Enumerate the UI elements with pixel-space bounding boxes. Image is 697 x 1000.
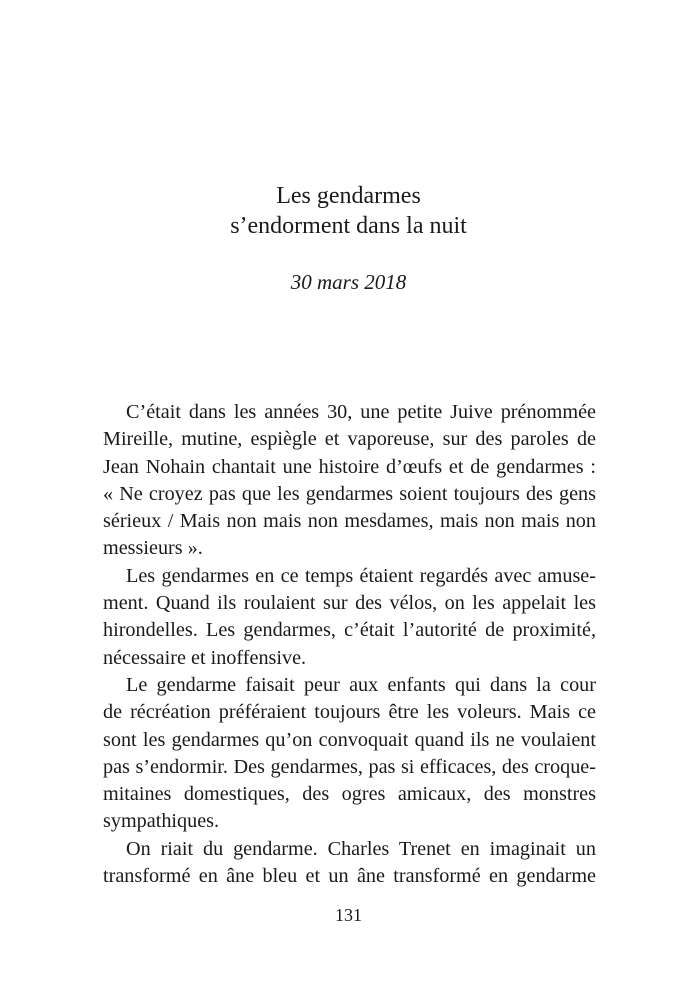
text-line: de récréation préféraient toujours être les voleurs. Mais ce <box>103 701 596 724</box>
body-text <box>103 399 596 890</box>
chapter-date: 30 mars 2018 <box>290 270 407 294</box>
text-line: transformé en âne bleu et un âne transformé en gendarme <box>103 865 596 888</box>
text-line: Le gendarme faisait peur aux enfants qui dans la cour <box>126 673 596 696</box>
text-line: Les gendarmes en ce temps étaient regardés avec amuse- <box>126 564 596 587</box>
page-number: 131 <box>335 905 362 925</box>
text-line: pas s’endormir. Des gendarmes, pas si efficaces, des croque- <box>103 755 596 778</box>
text-line: nécessaire et inoffensive. <box>103 646 307 669</box>
text-line: sérieux / Mais non mais non mesdames, mais non mais non <box>103 510 596 533</box>
paragraph <box>103 399 596 563</box>
text-line: sont les gendarmes qu’on convoquait quand ils ne voulaient <box>103 728 596 751</box>
text-line: Jean Nohain chantait une histoire d’œufs et de gendarmes : <box>103 455 596 478</box>
text-line: messieurs ». <box>103 537 203 560</box>
paragraph <box>103 836 596 891</box>
text-line: Mireille, mutine, espiègle et vaporeuse, sur des paroles de <box>103 428 596 451</box>
paragraph <box>103 563 596 672</box>
text-line: « Ne croyez pas que les gendarmes soient toujours des gens <box>103 482 596 505</box>
text-line: sympathiques. <box>103 810 220 833</box>
paragraph <box>103 672 596 836</box>
text-line: hirondelles. Les gendarmes, c’était l’autorité de proximité, <box>103 619 596 642</box>
chapter-title-line-1: Les gendarmes <box>276 183 421 209</box>
chapter-title-line-2: s’endorment dans la nuit <box>230 213 467 239</box>
text-line: C’était dans les années 30, une petite Juive prénommée <box>126 401 596 423</box>
text-line: mitaines domestiques, des ogres amicaux, des monstres <box>103 783 596 806</box>
text-line: On riait du gendarme. Charles Trenet en imaginait un <box>126 837 596 860</box>
text-line: ment. Quand ils roulaient sur des vélos, on les appelait les <box>103 592 596 615</box>
